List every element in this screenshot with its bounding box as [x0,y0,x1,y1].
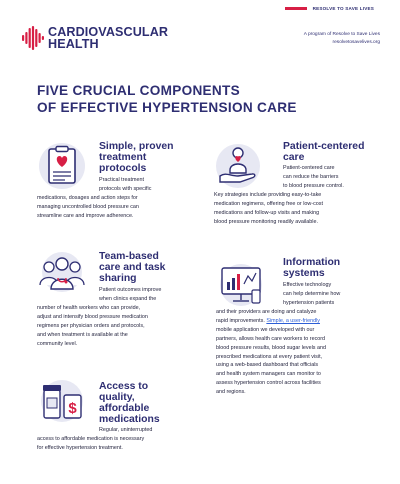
information-body-line: assess hypertension control across facilities [216,380,321,387]
protocols-body-line: managing uncontrolled blood pressure can [37,203,139,210]
team-body-line: community level. [37,340,78,347]
access-body-indent [99,426,152,435]
protocols-body-line: Practical treatment [99,177,144,183]
information-body-line: prescribed medications at every patient visit, [216,353,323,360]
team-body-line: number of health workers who can provide, [37,305,141,311]
title-line1: FIVE CRUCIAL COMPONENTS [37,83,241,98]
access-body-line: Regular, uninterrupted [99,427,153,433]
rapid-improvements-text: rapid improvements. [216,317,267,324]
access-heading-line: medications [99,414,160,425]
patient-care-icon [214,142,262,190]
team-heading [99,251,165,284]
protocols-body-line: streamline care and improve adherence. [37,212,134,219]
logo-line2: HEALTH [48,37,99,51]
access-heading-line: quality, [99,392,135,403]
information-body-line: hypertension patients [283,299,335,306]
team-body-line: adjust and intensify blood pressure medication [37,313,148,320]
tagline: RESOLVE TO SAVE LIVES [312,5,374,11]
team-heading-line: Team-based [99,251,159,262]
team-body [37,304,148,349]
protocols-heading-line: Simple, proven [99,141,174,152]
protocols-heading [99,141,174,174]
information-body-line: blood pressure results, blood sugar levels and [216,344,326,351]
team-body-line: regimens per physician orders and protocols, [37,322,145,329]
information-body [216,308,326,397]
access-body [37,435,144,453]
medication-cost-icon [37,378,87,424]
simple-app-link[interactable]: Simple, a user-friendly [266,317,320,324]
team-body-line: and when treatment is available at the [37,331,128,338]
patient-heading-line: care [283,152,305,163]
access-body-line: access to affordable medication is necessary [37,436,145,442]
red-accent-bar [285,7,307,10]
information-heading-line: systems [283,268,325,279]
top-banner [285,0,400,16]
access-body-line: for effective hypertension treatment. [37,444,123,451]
program-info [304,31,380,47]
patient-body-line: can reduce the barriers [283,173,339,180]
information-body-line: can help determine how [283,290,341,297]
information-heading [283,257,340,279]
team-heading-line: sharing [99,273,137,284]
patient-body [214,191,323,227]
information-body-line: and health system managers can monitor to [216,371,321,378]
protocols-body [37,194,139,221]
program-line1: A program of Resolve to Save Lives [303,32,380,37]
patient-body-indent [283,164,344,191]
title-line2: OF EFFECTIVE HYPERTENSION CARE [37,100,297,115]
patient-body-line: to blood pressure control. [283,182,344,189]
patient-heading [283,141,364,163]
team-heading-line: care and task [99,262,166,273]
information-body-line: using a web-based dashboard that officials [216,362,319,369]
protocols-heading-line: protocols [99,163,147,174]
dashboard-monitor-icon [216,262,266,308]
patient-heading-line: Patient-centered [283,141,365,152]
page-title [37,82,297,116]
logo-line1: CARDIOVASCULAR [48,25,169,39]
patient-body-line: medications and follow-up visits and making [214,209,320,216]
information-body-line: mobile application we developed with our [216,326,315,333]
protocols-body-line: protocols with specific [99,185,152,192]
heartbeat-logo-icon [22,26,44,50]
information-body-line: and regions. [216,389,246,396]
program-url: resolvetosavelives.org [332,40,380,45]
team-body-indent [99,286,161,304]
protocols-body-line: medications, dosages and action steps for [37,195,138,201]
access-heading-line: affordable [99,403,150,414]
protocols-body-indent [99,176,151,194]
logo-wordmark [48,26,168,50]
information-body-line: partners, allows health care workers to record [216,335,326,342]
team-body-line: Patient outcomes improve [99,287,162,293]
information-body-line: Effective technology [283,282,332,288]
patient-body-line: Patient-centered care [283,165,335,171]
team-body-line: when clinics expand the [99,295,157,302]
information-heading-line: Information [283,257,341,268]
team-workers-icon [37,251,87,293]
patient-body-line: blood pressure monitoring readily available. [214,218,318,225]
logo [22,26,168,50]
access-heading-line: Access to [99,381,149,392]
information-body-indent [283,281,340,308]
clipboard-heart-icon [37,142,87,190]
protocols-heading-line: treatment [99,152,147,163]
information-body-line [216,317,326,326]
information-body-line: and their providers are doing and catalyze [216,309,317,315]
patient-body-line: medication regimens, offering free or low-cost [214,200,323,207]
access-heading [99,381,160,425]
patient-body-line: Key strategies include providing easy-to-take [214,192,322,198]
svg-text:$: $ [68,400,77,417]
